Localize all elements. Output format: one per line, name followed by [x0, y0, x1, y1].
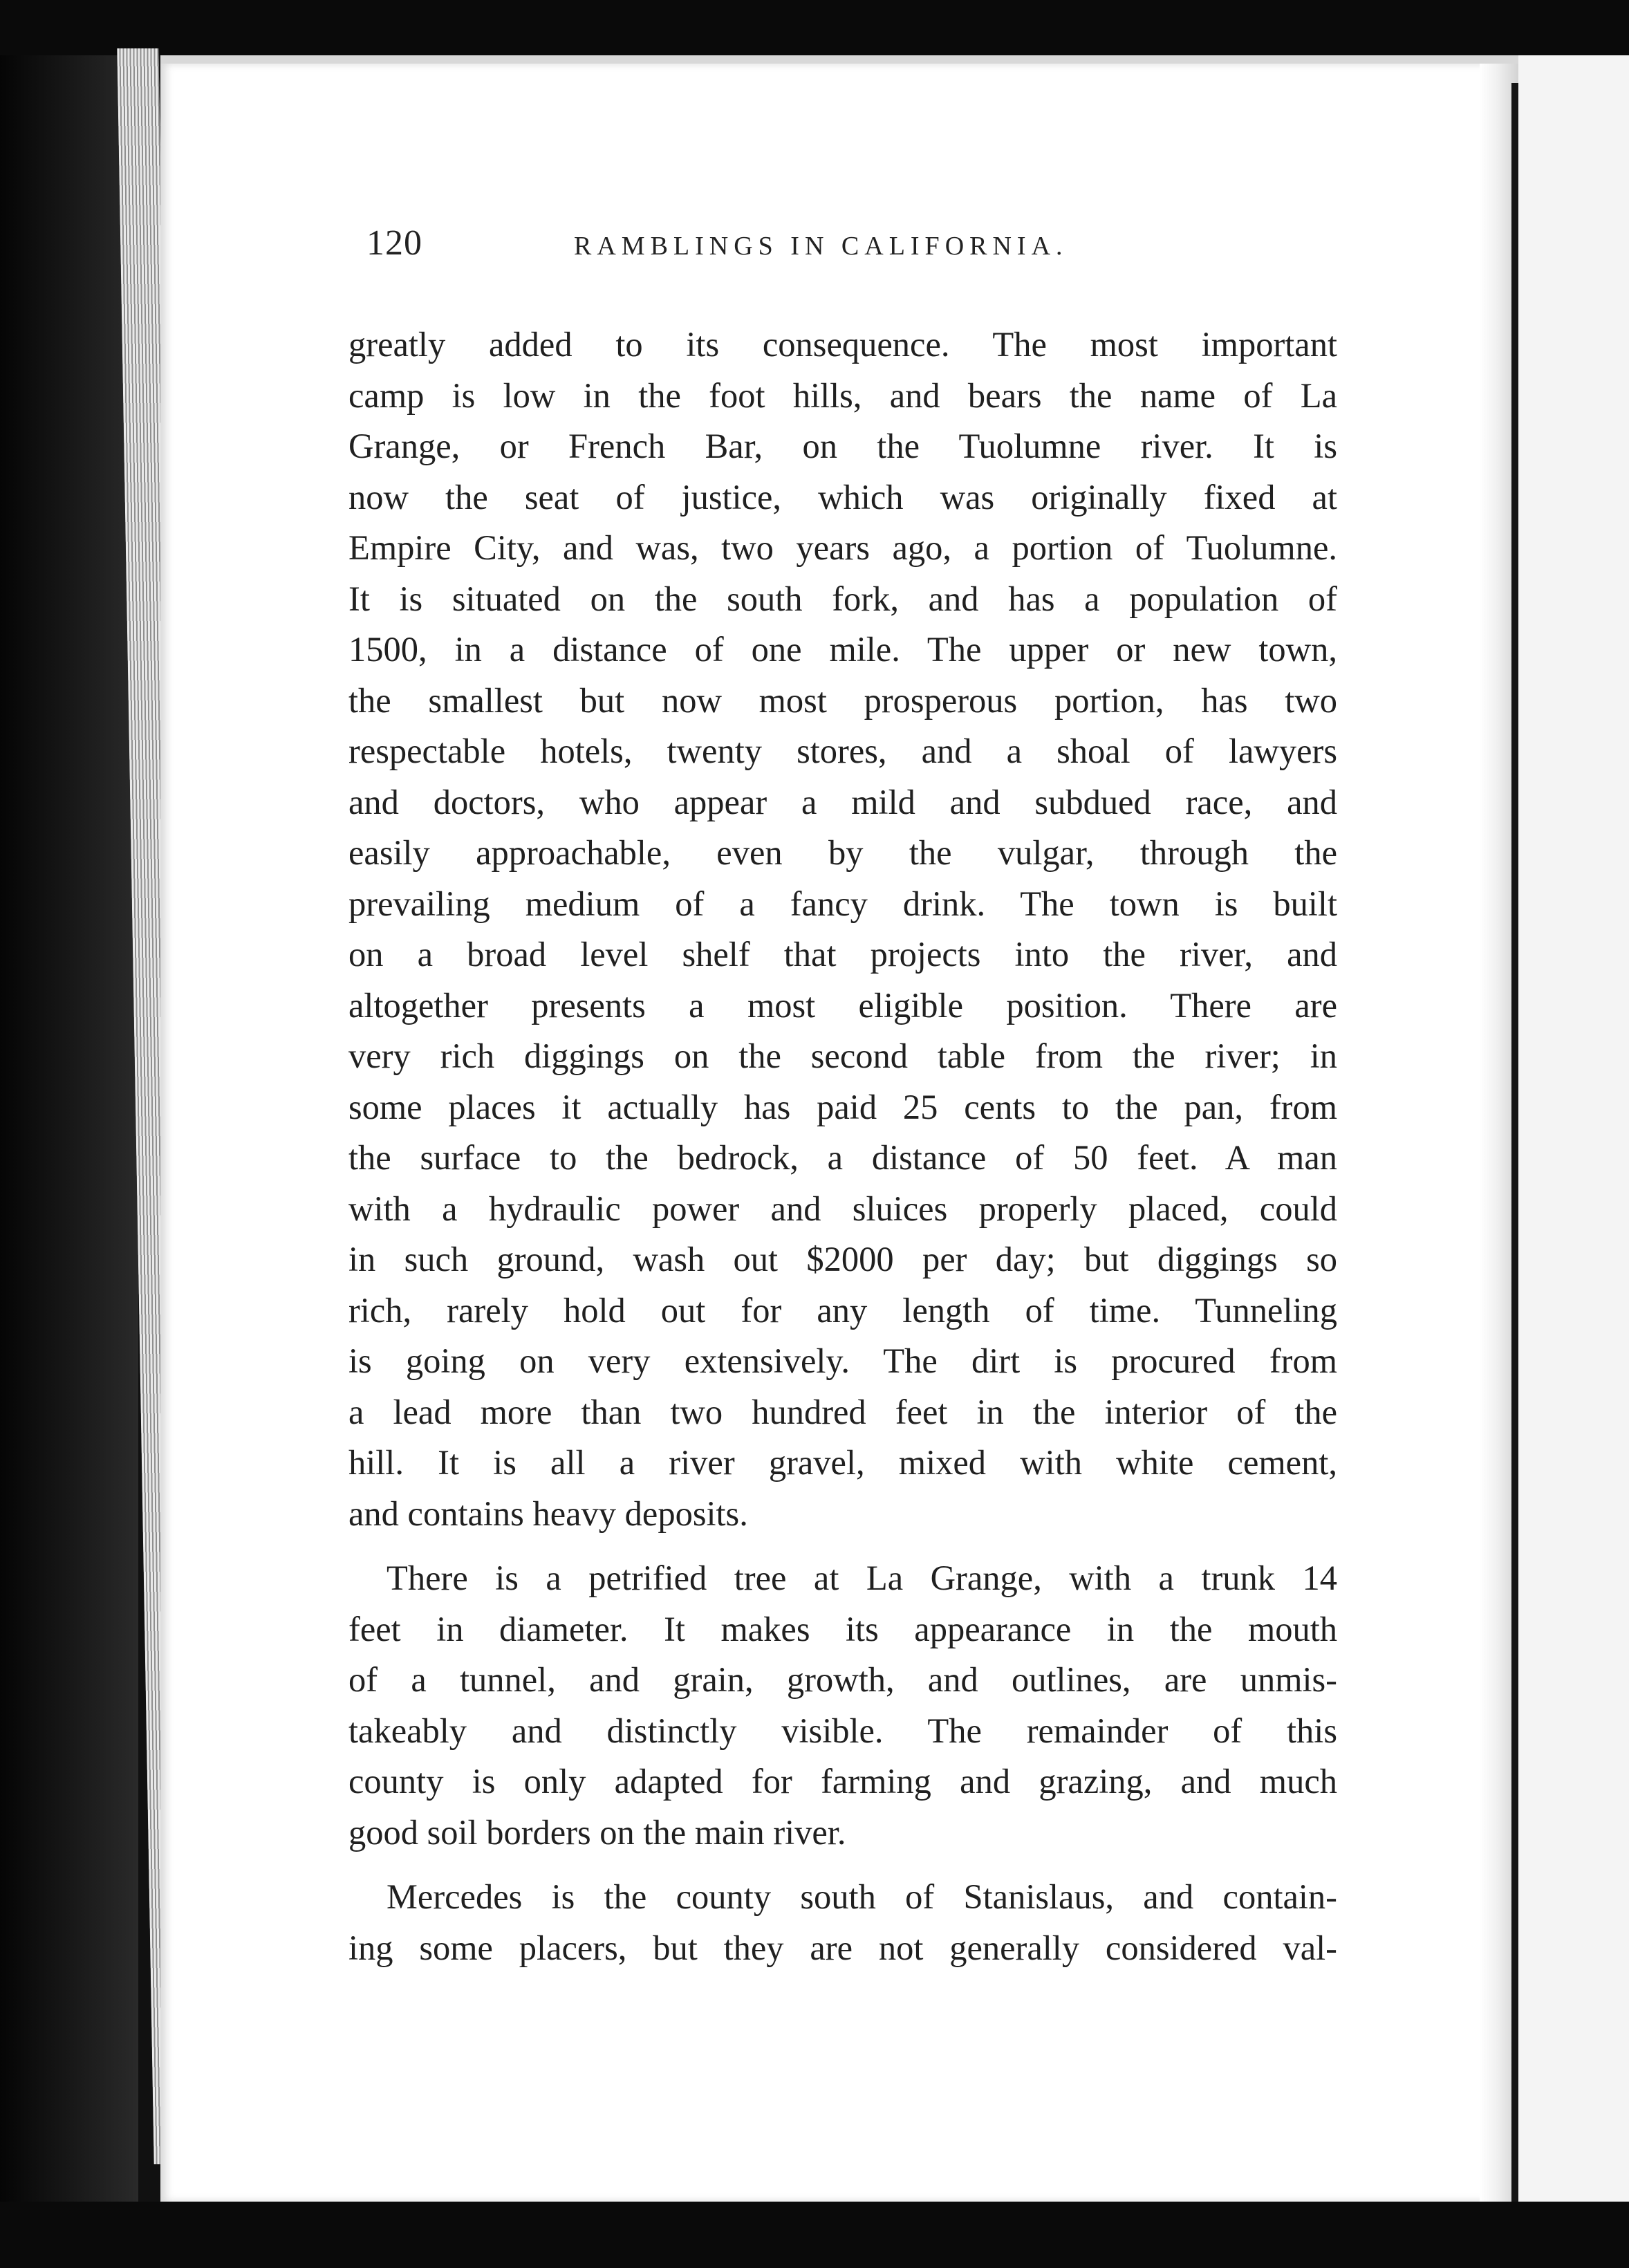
facing-page-edge	[1518, 55, 1629, 2213]
text-line: very rich diggings on the second table from the river; in	[348, 1037, 1337, 1075]
text-line: respectable hotels, twenty stores, and a shoal of lawyers	[348, 732, 1337, 770]
text-line: and contains heavy deposits.	[348, 1494, 748, 1533]
text-line: county is only adapted for farming and grazing, and much	[348, 1762, 1337, 1801]
text-line: hill. It is all a river gravel, mixed with white cement,	[348, 1443, 1337, 1482]
text-line: easily approachable, even by the vulgar, through the	[348, 833, 1337, 872]
text-line: on a broad level shelf that projects into the river, and	[348, 935, 1337, 974]
running-head: RAMBLINGS IN CALIFORNIA.	[574, 232, 1068, 261]
page-number: 120	[366, 223, 422, 263]
text-line: now the seat of justice, which was originally fixed at	[348, 477, 1337, 517]
text-line: There is a petrified tree at La Grange, with a trunk 14	[387, 1559, 1337, 1597]
page-header	[366, 223, 1348, 271]
text-line: some places it actually has paid 25 cents to the pan, from	[348, 1087, 1337, 1126]
text-line: and doctors, who appear a mild and subdued race, and	[348, 782, 1337, 821]
text-line: in such ground, wash out $2000 per day; but diggings so	[348, 1240, 1337, 1279]
text-line: Empire City, and was, two years ago, a portion of Tuolumne.	[348, 528, 1337, 567]
bottom-dark-band	[0, 2202, 1629, 2268]
paragraph-gap	[348, 1539, 1337, 1553]
text-line: of a tunnel, and grain, growth, and outlines, are unmis-	[348, 1660, 1337, 1699]
paragraph-1	[348, 319, 1337, 1539]
text-line: prevailing medium of a fancy drink. The town is built	[348, 884, 1337, 923]
body-text	[348, 319, 1337, 1973]
text-line: is going on very extensively. The dirt is procured from	[348, 1341, 1337, 1380]
text-line: ing some placers, but they are not generally considered val-	[348, 1928, 1337, 1967]
text-line: the surface to the bedrock, a distance of 50 feet. A man	[348, 1138, 1337, 1177]
paragraph-2	[348, 1553, 1337, 1858]
paragraph-3	[348, 1872, 1337, 1973]
text-line: 1500, in a distance of one mile. The upper or new town,	[348, 630, 1337, 669]
text-line: the smallest but now most prosperous portion, has two	[348, 680, 1337, 720]
text-line: rich, rarely hold out for any length of time. Tunneling	[348, 1290, 1337, 1330]
text-line: takeably and distinctly visible. The remainder of this	[348, 1711, 1337, 1750]
text-line: altogether presents a most eligible position. There are	[348, 985, 1337, 1025]
text-line: camp is low in the foot hills, and bears the name of La	[348, 375, 1337, 415]
binding-line	[1511, 83, 1518, 2206]
text-line: greatly added to its consequence. The most important	[348, 325, 1337, 364]
left-shadow	[0, 0, 138, 2268]
text-line: Mercedes is the county south of Stanislaus, and contain-	[387, 1877, 1337, 1916]
text-line: good soil borders on the main river.	[348, 1812, 846, 1852]
text-line: a lead more than two hundred feet in the interior of the	[348, 1392, 1337, 1431]
paragraph-gap	[348, 1858, 1337, 1872]
top-dark-band	[0, 0, 1629, 55]
text-line: feet in diameter. It makes its appearance in the mouth	[348, 1609, 1337, 1648]
text-line: Grange, or French Bar, on the Tuolumne river. It is	[348, 427, 1337, 465]
text-line: with a hydraulic power and sluices properly placed, could	[348, 1189, 1337, 1228]
text-line: It is situated on the south fork, and has a population of	[348, 579, 1337, 618]
